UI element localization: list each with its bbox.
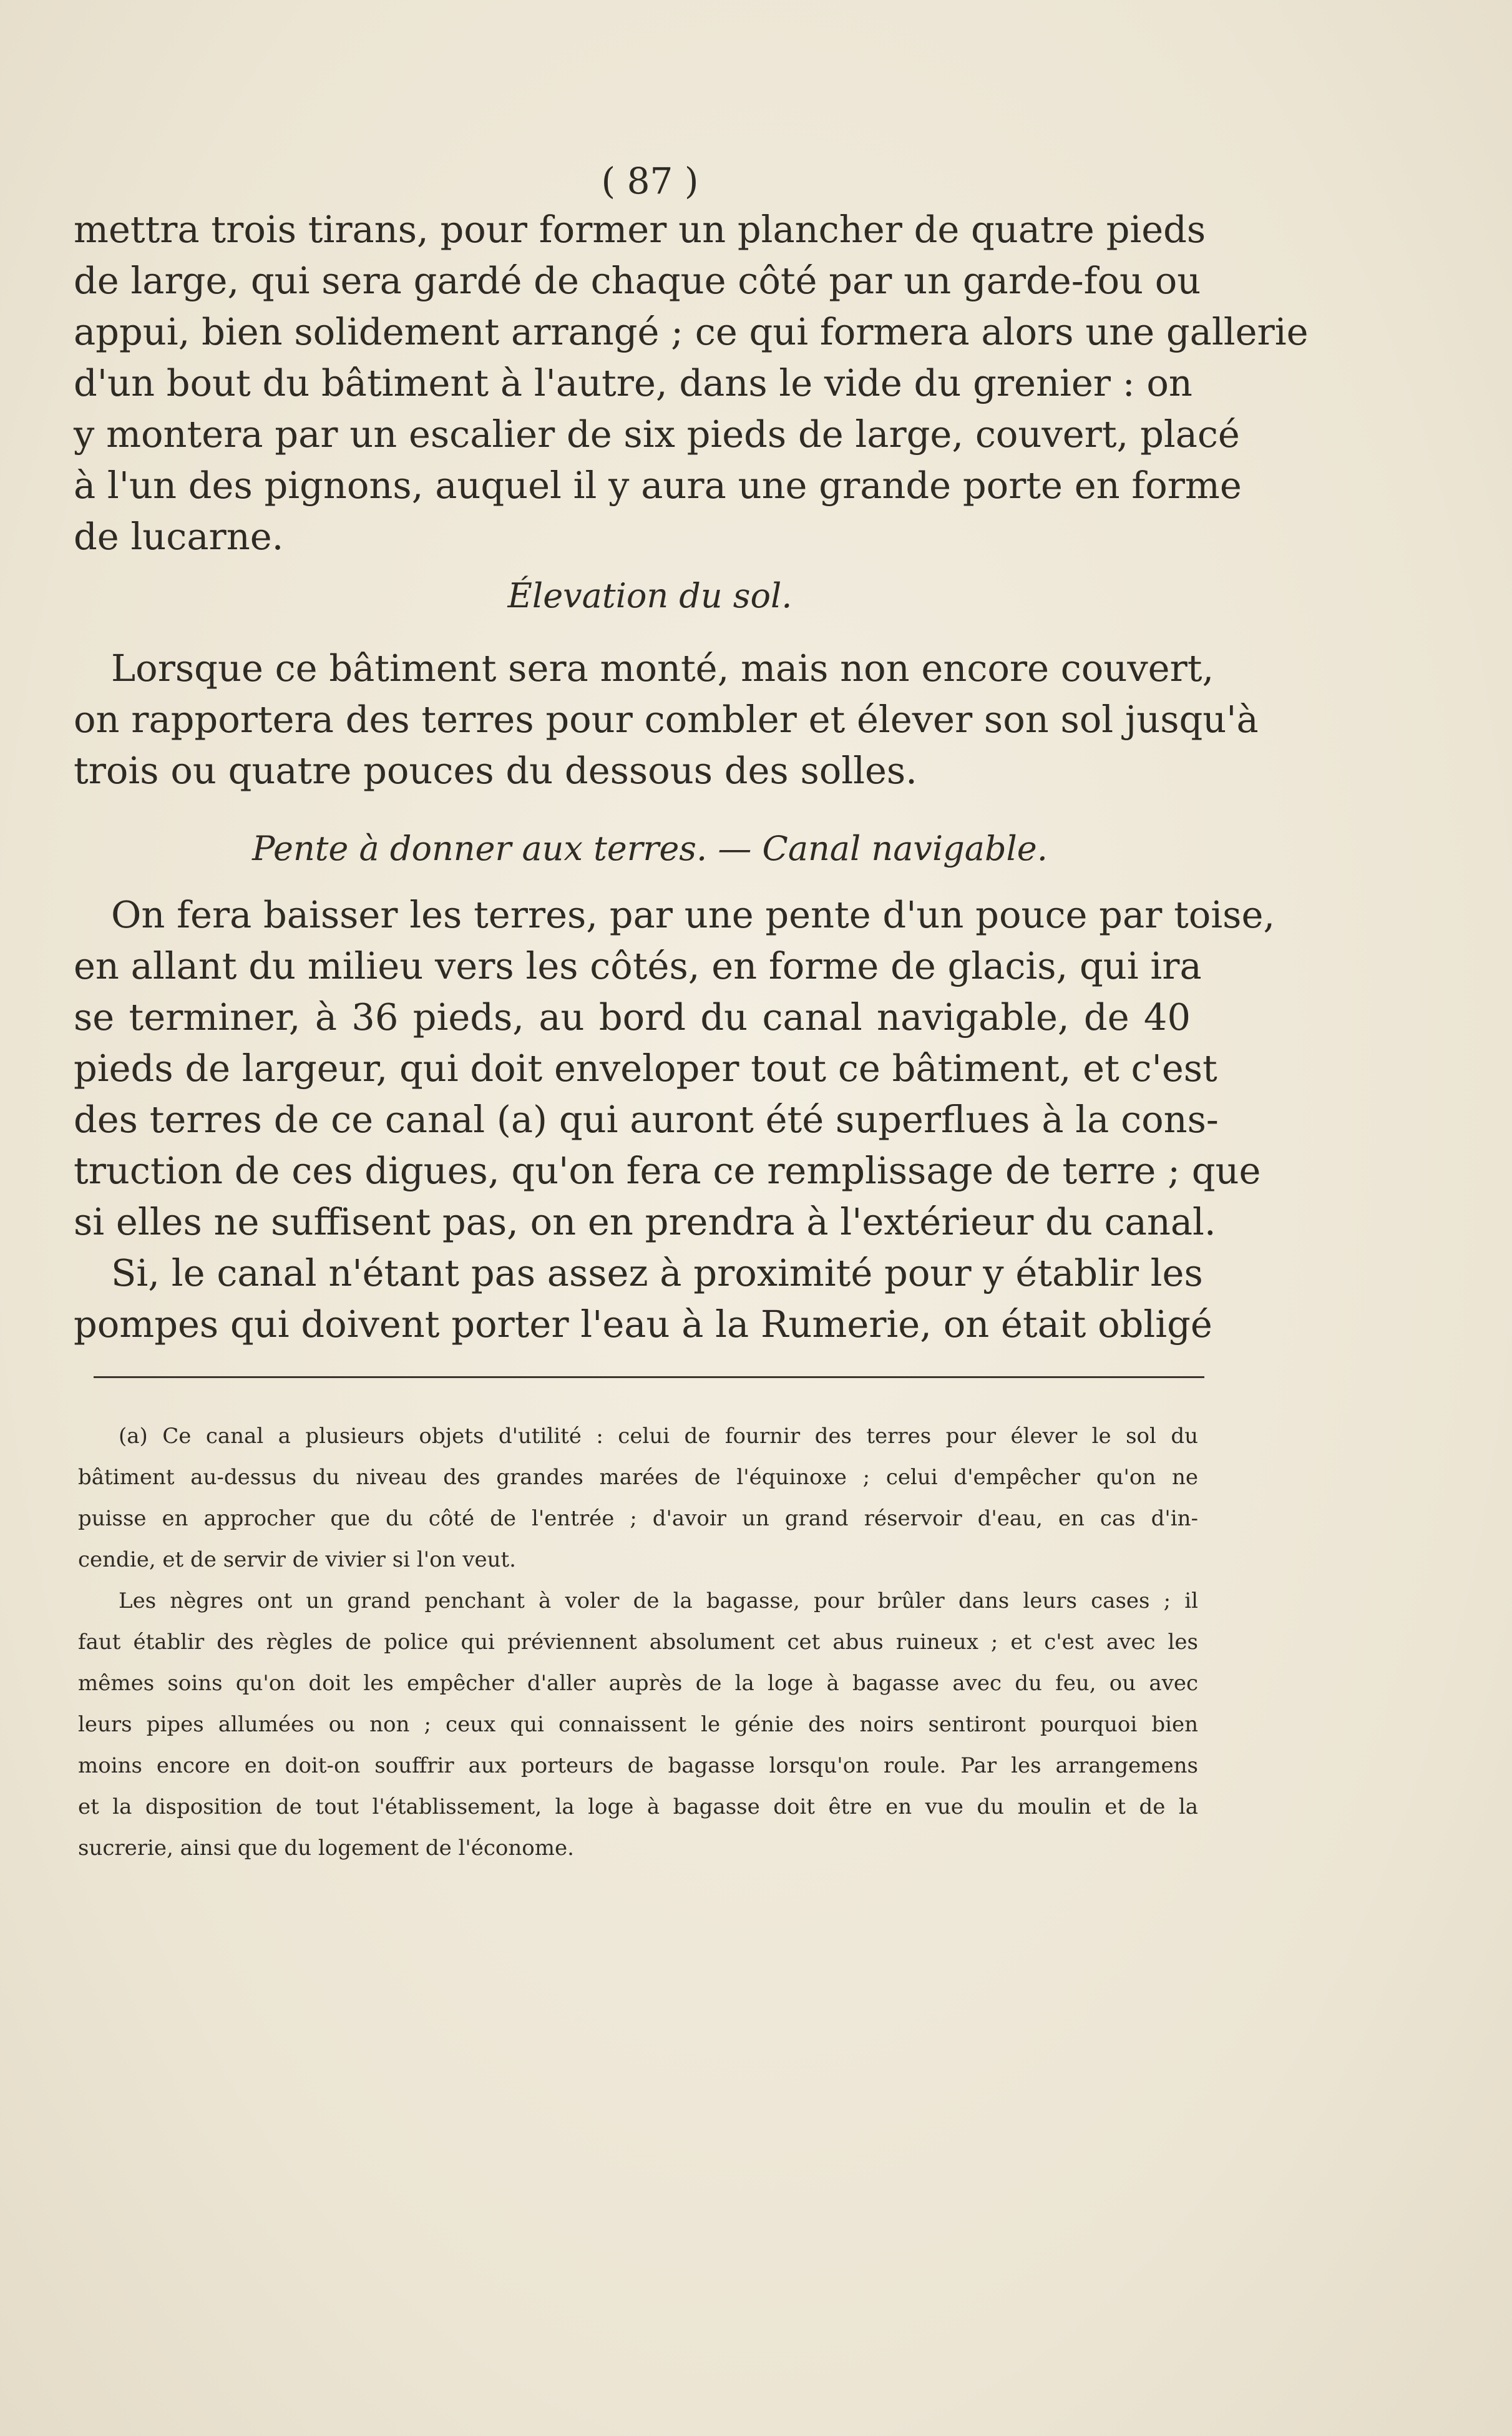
paragraph-3-line-5: des terres de ce canal (a) qui auront été superflues à la cons- <box>74 1098 1219 1141</box>
footnote-2-line-5: moins encore en doit-on souffrir aux porteurs de bagasse lorsqu'on roule. Par les arrangemens <box>78 1753 1198 1778</box>
footnote-1-line-2: bâtiment au-dessus du niveau des grandes marées de l'équinoxe ; celui d'empêcher qu'on ne <box>78 1465 1198 1490</box>
paragraph-1-line-1: mettra trois tirans, pour former un plancher de quatre pieds <box>74 208 1206 251</box>
footnote-1-line-3: puisse en approcher que du côté de l'entrée ; d'avoir un grand réservoir d'eau, en cas d'in- <box>78 1506 1198 1531</box>
paragraph-4-line-1: Si, le canal n'étant pas assez à proximité pour y établir les <box>111 1251 1203 1294</box>
footnote-2-line-4: leurs pipes allumées ou non ; ceux qui connaissent le génie des noirs sentiront pourquoi bien <box>78 1712 1198 1737</box>
paragraph-2-line-3: trois ou quatre pouces du dessous des solles. <box>74 749 917 792</box>
paragraph-2-line-1: Lorsque ce bâtiment sera monté, mais non encore couvert, <box>111 647 1214 690</box>
paragraph-1-line-5: y montera par un escalier de six pieds de large, couvert, placé <box>74 413 1240 456</box>
paragraph-2-line-2: on rapportera des terres pour combler et élever son sol jusqu'à <box>74 698 1259 741</box>
footnote-separator <box>94 1376 1204 1378</box>
paragraph-3-line-1: On fera baisser les terres, par une pente d'un pouce par toise, <box>111 893 1275 936</box>
footnote-1-line-4: cendie, et de servir de vivier si l'on veut. <box>78 1547 516 1572</box>
footnote-1-line-1: (a) Ce canal a plusieurs objets d'utilité : celui de fournir des terres pour élever le sol du <box>119 1424 1198 1449</box>
paragraph-3-line-7: si elles ne suffisent pas, on en prendra à l'extérieur du canal. <box>74 1200 1216 1243</box>
footnote-2-line-6: et la disposition de tout l'établissement, la loge à bagasse doit être en vue du moulin et de la <box>78 1794 1198 1819</box>
paragraph-1-line-2: de large, qui sera gardé de chaque côté par un garde-fou ou <box>74 259 1201 302</box>
paragraph-4-line-2: pompes qui doivent porter l'eau à la Rumerie, on était obligé <box>74 1303 1212 1346</box>
footnote-2-line-7: sucrerie, ainsi que du logement de l'économe. <box>78 1836 574 1861</box>
section-heading-pente: Pente à donner aux terres. — Canal navigable. <box>252 829 1048 868</box>
footnote-2-line-1: Les nègres ont un grand penchant à voler de la bagasse, pour brûler dans leurs cases ; il <box>119 1588 1198 1613</box>
paragraph-1-line-4: d'un bout du bâtiment à l'autre, dans le vide du grenier : on <box>74 361 1193 404</box>
page-number: ( 87 ) <box>601 160 699 202</box>
paragraph-3-line-2: en allant du milieu vers les côtés, en forme de glacis, qui ira <box>74 944 1202 987</box>
paragraph-1-line-3: appui, bien solidement arrangé ; ce qui formera alors une gallerie <box>74 310 1309 353</box>
footnote-2-line-3: mêmes soins qu'on doit les empêcher d'aller auprès de la loge à bagasse avec du feu, ou avec <box>78 1671 1198 1696</box>
footnote-2-line-2: faut établir des règles de police qui préviennent absolument cet abus ruineux ; et c'est avec les <box>78 1630 1198 1655</box>
paragraph-1-line-7: de lucarne. <box>74 515 284 558</box>
paragraph-3-line-6: truction de ces digues, qu'on fera ce remplissage de terre ; que <box>74 1149 1261 1192</box>
paragraph-3-line-3: se terminer, à 36 pieds, au bord du canal navigable, de 40 <box>74 995 1191 1039</box>
paragraph-1-line-6: à l'un des pignons, auquel il y aura une grande porte en forme <box>74 464 1242 507</box>
section-heading-elevation: Élevation du sol. <box>507 576 793 615</box>
paragraph-3-line-4: pieds de largeur, qui doit enveloper tout ce bâtiment, et c'est <box>74 1047 1217 1090</box>
